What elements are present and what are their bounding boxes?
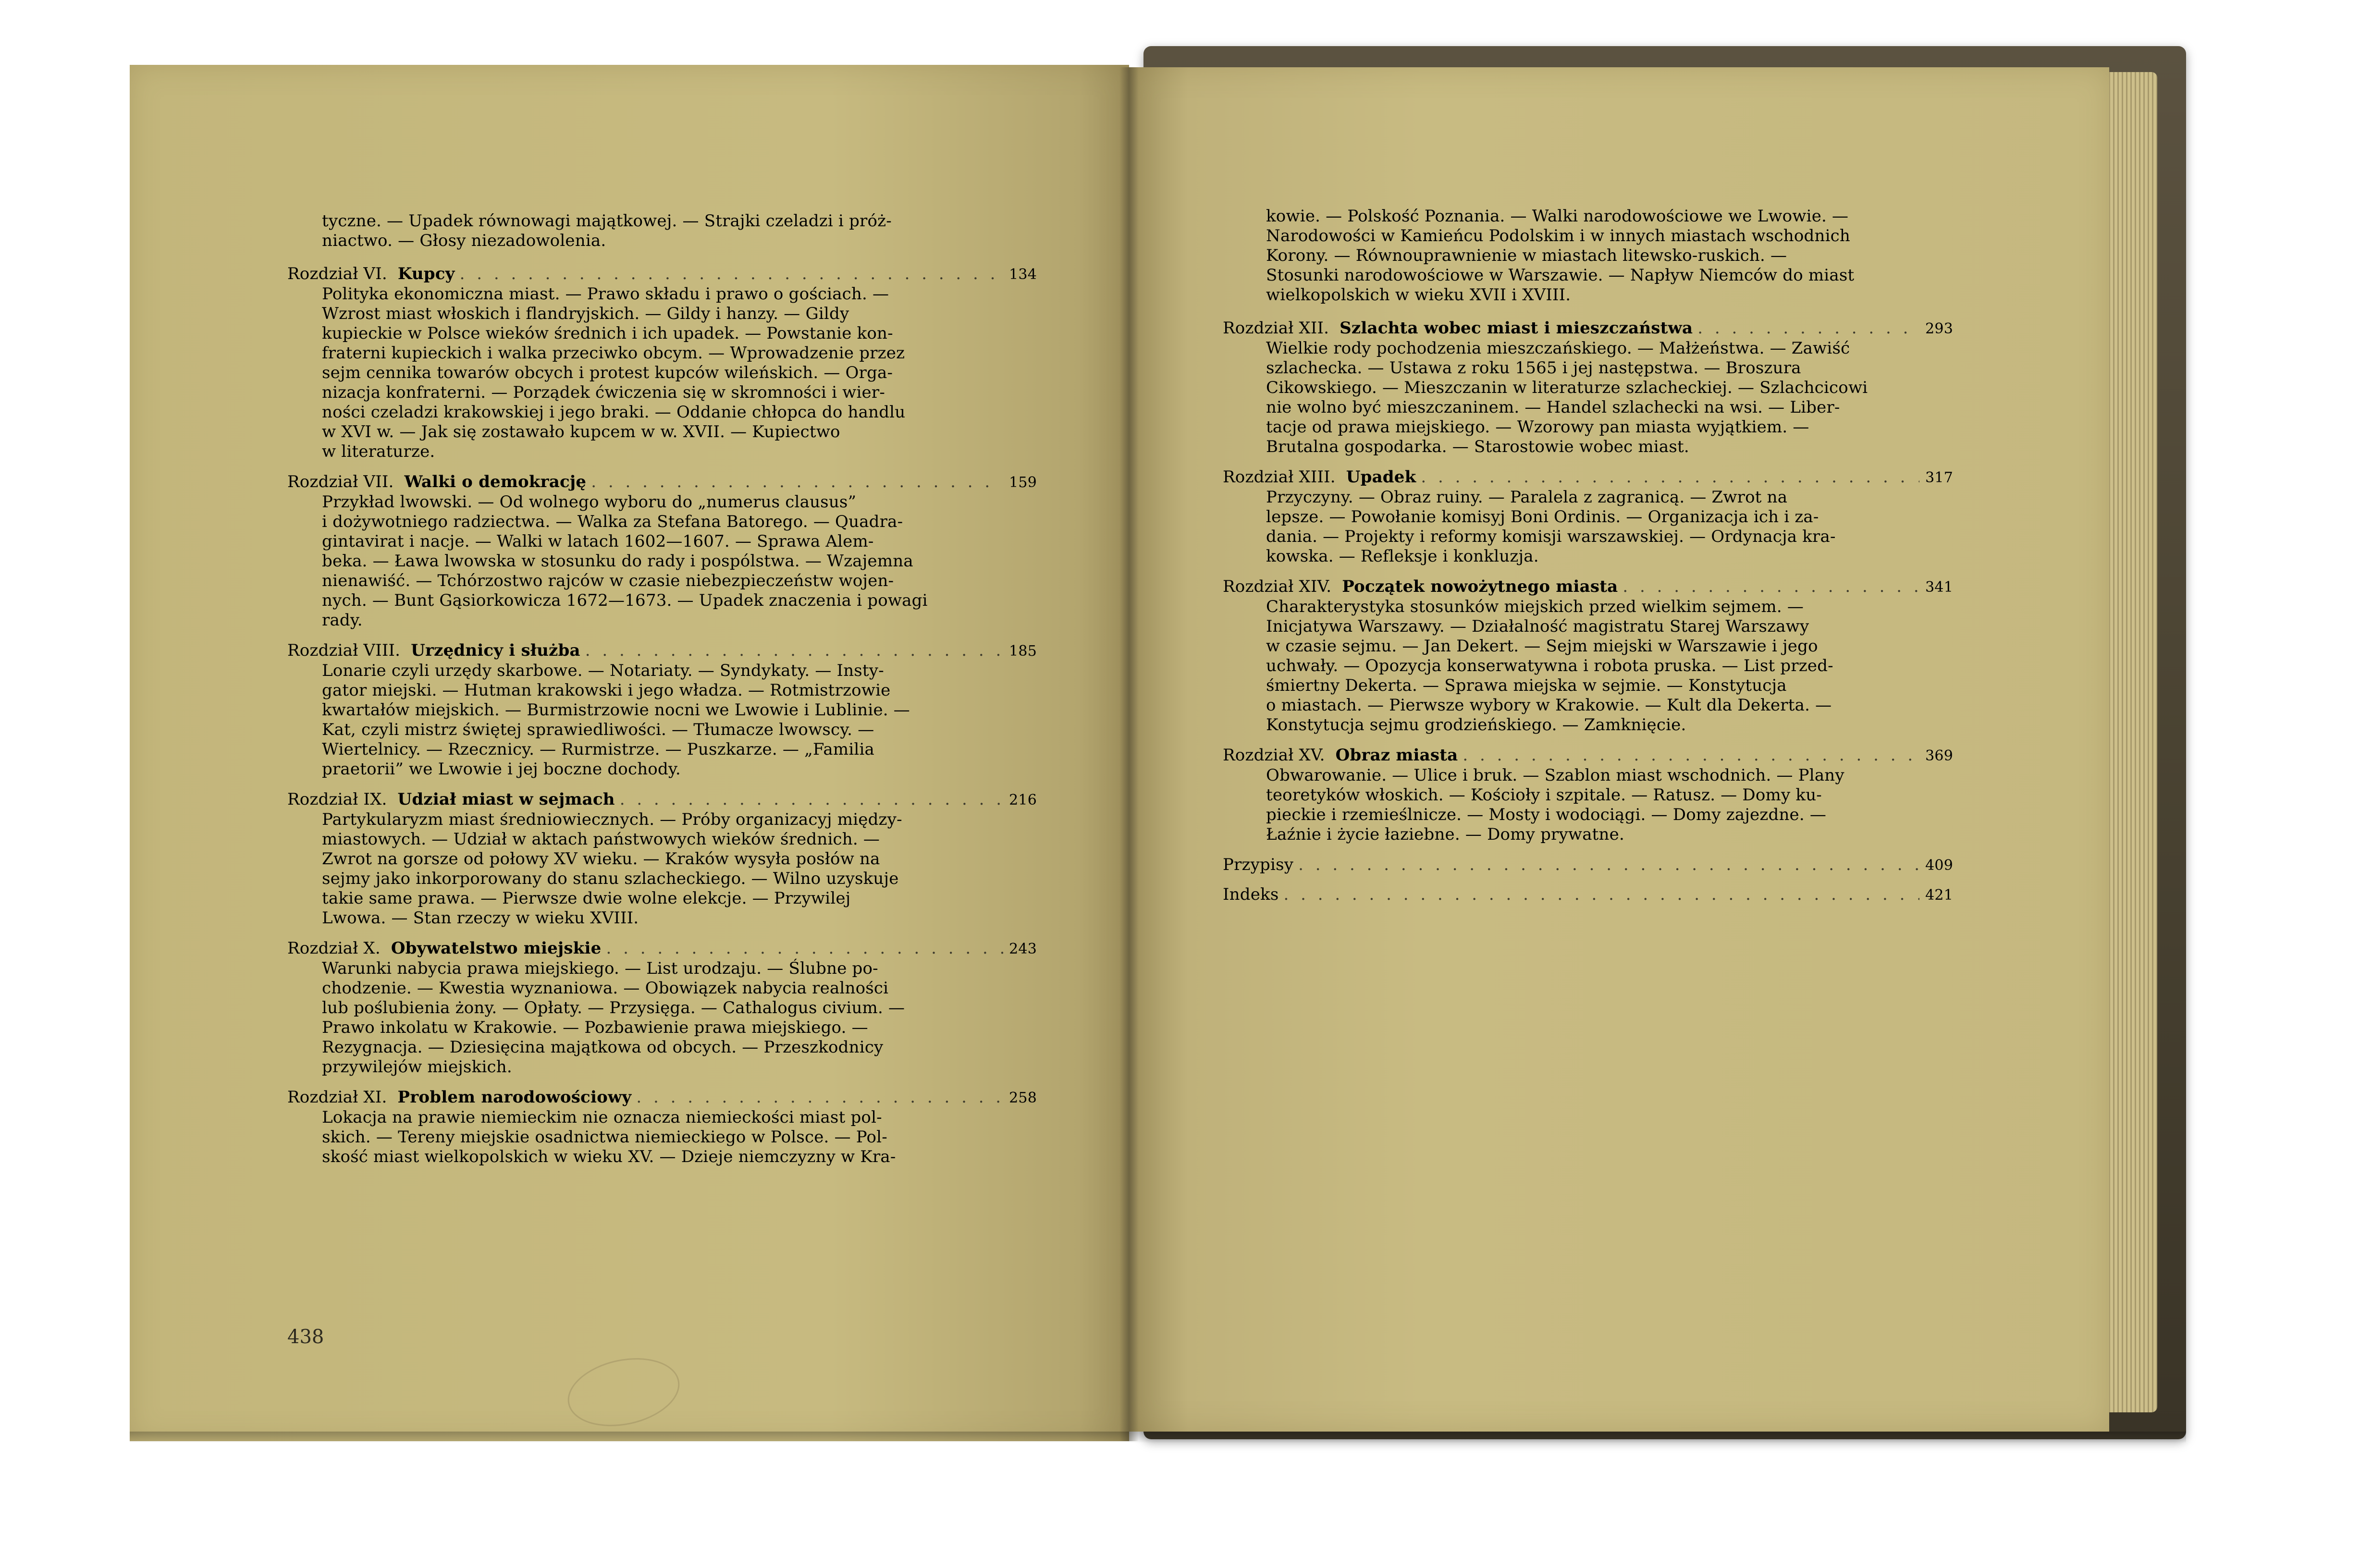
- toc-line: Partykularyzm miast średniowiecznych. — Próby organizacyj między-: [322, 810, 902, 829]
- dot-leader: [585, 641, 1003, 661]
- toc-line: Prawo inkolatu w Krakowie. — Pozbawienie prawa miejskiego. —: [322, 1018, 868, 1037]
- page-number: 243: [1009, 941, 1037, 957]
- toc-line: Łaźnie i życie łaziebne. — Domy prywatne.: [1266, 825, 1624, 844]
- dot-leader: [1298, 855, 1919, 875]
- chapter-summary: [287, 284, 1003, 462]
- toc-entry-rozdzial-ix: [287, 790, 1037, 928]
- toc-line: kupieckie w Polsce wieków średnich i ich upadek. — Powstanie kon-: [322, 324, 893, 343]
- chapter-title: Obywatelstwo miejskie: [391, 939, 602, 958]
- page-number: 293: [1925, 320, 1953, 337]
- toc-line: Warunki nabycia prawa miejskiego. — List urodzaju. — Ślubne po-: [322, 959, 878, 978]
- chapter-summary: [287, 1108, 1003, 1167]
- toc-line: beka. — Ława lwowska w stosunku do rady i pospólstwa. — Wzajemna: [322, 551, 913, 571]
- chapter-title: Szlachta wobec miast i mieszczaństwa: [1340, 318, 1693, 338]
- chapter-title: Walki o demokrację: [404, 472, 587, 491]
- toc-line: sejmy jako inkorporowany do stanu szlacheckiego. — Wilno uzyskuje: [322, 869, 899, 888]
- toc-line: nienawiść. — Tchórzostwo rajców w czasie niebezpieczeństw wojen-: [322, 571, 894, 590]
- toc-line: Korony. — Równouprawnienie w miastach litewsko-ruskich. —: [1266, 246, 1787, 265]
- toc-line: Lokacja na prawie niemieckim nie oznacza niemieckości miast pol-: [322, 1108, 882, 1127]
- toc-line: kowie. — Polskość Poznania. — Walki narodowościowe we Lwowie. —: [1266, 207, 1849, 226]
- chapter-number: Rozdział XI.: [287, 1088, 387, 1107]
- toc-entry-head: [287, 1088, 1037, 1108]
- dot-leader: [1463, 746, 1919, 765]
- toc-line: Przyczyny. — Obraz ruiny. — Paralela z zagranicą. — Zwrot na: [1266, 488, 1788, 507]
- toc-line: miastowych. — Udział w aktach państwowych wieków średnich. —: [322, 830, 880, 849]
- dot-leader: [1622, 577, 1919, 597]
- toc-line: Zwrot na gorsze od połowy XV wieku. — Kraków wysyła posłów na: [322, 849, 880, 869]
- toc-line: nych. — Bunt Gąsiorkowicza 1672—1673. — Upadek znaczenia i powagi: [322, 591, 928, 610]
- toc-entry-rozdzial-viii: [287, 641, 1037, 779]
- chapter-number: Rozdział XII.: [1223, 318, 1329, 338]
- chapter-number: Rozdział XV.: [1223, 746, 1325, 765]
- toc-entry-head: [287, 472, 1037, 492]
- page-folio: 438: [287, 1326, 324, 1348]
- chapter-title: Urzędnicy i służba: [411, 641, 580, 660]
- toc-entry-head: [287, 264, 1037, 284]
- chapter-number: Rozdział XIV.: [1223, 577, 1332, 596]
- toc-line: i dożywotniego radziectwa. — Walka za Stefana Batorego. — Quadra-: [322, 512, 903, 531]
- toc-line: wielkopolskich w wieku XVII i XVIII.: [1266, 285, 1571, 305]
- toc-entry-rozdzial-xi: [287, 1088, 1037, 1167]
- toc-entry-head: [1223, 746, 1953, 766]
- toc-line: lub poślubienia żony. — Opłaty. — Przysięga. — Cathalogus civium. —: [322, 998, 905, 1017]
- chapter-summary: [1223, 339, 1919, 457]
- toc-line: sejm cennika towarów obcych i protest kupców wileńskich. — Orga-: [322, 363, 893, 382]
- toc-line: skość miast wielkopolskich w wieku XV. — Dzieje niemczyzny w Kra-: [322, 1147, 896, 1166]
- toc-right: [1223, 207, 1953, 916]
- toc-line: tacje od prawa miejskiego. — Wzorowy pan miasta wyjątkiem. —: [1266, 417, 1809, 437]
- toc-line: Przykład lwowski. — Od wolnego wyboru do „numerus clausus”: [322, 492, 857, 512]
- toc-line: Narodowości w Kamieńcu Podolskim i w innych miastach wschodnich: [1266, 226, 1850, 245]
- toc-line: Lonarie czyli urzędy skarbowe. — Notariaty. — Syndykaty. — Insty-: [322, 661, 884, 680]
- toc-line: takie same prawa. — Pierwsze dwie wolne elekcje. — Przywilej: [322, 889, 851, 908]
- toc-entry-head: [287, 641, 1037, 661]
- toc-line: fraterni kupieckich i walka przeciwko obcym. — Wprowadzenie przez: [322, 343, 905, 363]
- toc-line: Wielkie rody pochodzenia mieszczańskiego. — Małżeństwa. — Zawiść: [1266, 339, 1850, 358]
- page-number: 409: [1925, 857, 1953, 874]
- toc-line: rady.: [322, 611, 363, 630]
- toc-line: Obwarowanie. — Ulice i bruk. — Szablon miast wschodnich. — Plany: [1266, 766, 1844, 785]
- toc-line: skich. — Tereny miejskie osadnictwa niemieckiego w Polsce. — Pol-: [322, 1127, 887, 1147]
- toc-line: gintavirat i nacje. — Walki w latach 1602—1607. — Sprawa Alem-: [322, 532, 874, 551]
- chapter-number: Rozdział IX.: [287, 790, 387, 809]
- toc-line: w XVI w. — Jak się zostawało kupcem w w. XVII. — Kupiectwo: [322, 422, 840, 441]
- dot-leader: [636, 1088, 1003, 1107]
- toc-line: Brutalna gospodarka. — Starostowie wobec miast.: [1266, 437, 1689, 456]
- page-number: 369: [1925, 747, 1953, 764]
- toc-line: lepsze. — Powołanie komisyj Boni Ordinis. — Organizacja ich i za-: [1266, 507, 1819, 527]
- toc-line: Konstytucja sejmu grodzieńskiego. — Zamknięcie.: [1266, 715, 1686, 735]
- chapter-summary: [287, 661, 1003, 779]
- dot-leader: [1697, 318, 1919, 338]
- page-number: 421: [1925, 887, 1953, 904]
- chapter-number: Rozdział X.: [287, 939, 381, 958]
- toc-entry-przypisy: [1223, 855, 1953, 875]
- chapter-number: Rozdział VI.: [287, 264, 387, 283]
- toc-entry-head: [287, 790, 1037, 810]
- toc-entry-head: [1223, 318, 1953, 339]
- dot-leader: [620, 790, 1003, 809]
- toc-line: Wzrost miast włoskich i flandryjskich. — Gildy i hanzy. — Gildy: [322, 304, 849, 323]
- page-number: 185: [1009, 643, 1037, 660]
- chapter-number: Rozdział XIII.: [1223, 467, 1336, 487]
- toc-line: Wiertelnicy. — Rzecznicy. — Rurmistrze. — Puszkarze. — „Familia: [322, 740, 875, 759]
- chapter-title: Upadek: [1346, 467, 1416, 487]
- appendix-title: Indeks: [1223, 885, 1279, 904]
- toc-line: dania. — Projekty i reformy komisji warszawskiej. — Ordynacja kra-: [1266, 527, 1836, 546]
- chapter-summary: [287, 810, 1003, 928]
- chapter-summary: [287, 959, 1003, 1077]
- toc-entry-rozdzial-vi: [287, 264, 1037, 462]
- chapter-summary: [1223, 597, 1919, 735]
- book-gutter: [1119, 67, 1139, 1441]
- chapter-summary: [1223, 488, 1919, 566]
- book-shadow: [130, 1432, 2186, 1443]
- toc-line: w literaturze.: [322, 442, 435, 461]
- toc-entry-head: [1223, 577, 1953, 597]
- toc-line: niactwo. — Głosy niezadowolenia.: [322, 231, 606, 250]
- chapter-number: Rozdział VIII.: [287, 641, 401, 660]
- page-number: 317: [1925, 469, 1953, 486]
- toc-entry-rozdzial-xv: [1223, 746, 1953, 845]
- toc-line: nie wolno być mieszczaninem. — Handel szlachecki na wsi. — Liber-: [1266, 398, 1840, 417]
- dot-leader: [1283, 885, 1919, 905]
- toc-line: Lwowa. — Stan rzeczy w wieku XVIII.: [322, 908, 639, 928]
- page-number: 134: [1009, 266, 1037, 283]
- toc-entry-head: [1223, 467, 1953, 488]
- dot-leader: [460, 264, 1003, 284]
- toc-entry-rozdzial-vii: [287, 472, 1037, 630]
- toc-entry-head: [287, 939, 1037, 959]
- chapter-summary: [287, 492, 1003, 630]
- toc-line: przywilejów miejskich.: [322, 1057, 512, 1077]
- toc-continuation: [287, 211, 1003, 251]
- toc-line: praetorii” we Lwowie i jej boczne dochody.: [322, 760, 681, 779]
- page-number: 341: [1925, 579, 1953, 596]
- toc-line: Stosunki narodowościowe w Warszawie. — Napływ Niemców do miast: [1266, 266, 1855, 285]
- appendix-title: Przypisy: [1223, 855, 1294, 874]
- toc-line: Kat, czyli mistrz świętej sprawiedliwości. — Tłumacze lwowscy. —: [322, 720, 874, 739]
- toc-line: ności czeladzi krakowskiej i jego braki. — Oddanie chłopca do handlu: [322, 403, 906, 422]
- chapter-title: Obraz miasta: [1335, 746, 1458, 765]
- toc-line: Polityka ekonomiczna miast. — Prawo składu i prawo o gościach. —: [322, 284, 889, 304]
- chapter-title: Udział miast w sejmach: [397, 790, 615, 809]
- toc-line: Rezygnacja. — Dziesięcina majątkowa od obcych. — Przeszkodnicy: [322, 1038, 884, 1057]
- toc-line: nizacja konfraterni. — Porządek ćwiczenia się w skromności i wier-: [322, 383, 885, 402]
- toc-entry-head: [1223, 885, 1953, 905]
- toc-line: chodzenie. — Kwestia wyznaniowa. — Obowiązek nabycia realności: [322, 979, 889, 998]
- toc-line: Cikowskiego. — Mieszczanin w literaturze szlacheckiej. — Szlachcicowi: [1266, 378, 1868, 397]
- dot-leader: [591, 472, 1003, 492]
- toc-entry-rozdzial-x: [287, 939, 1037, 1077]
- toc-left: [287, 211, 1037, 1177]
- page-number: 216: [1009, 792, 1037, 808]
- page-number: 258: [1009, 1090, 1037, 1106]
- toc-line: uchwały. — Opozycja konserwatywna i robota pruska. — List przed-: [1266, 656, 1833, 675]
- toc-line: gator miejski. — Hutman krakowski i jego władza. — Rotmistrzowie: [322, 681, 891, 700]
- chapter-summary: [1223, 766, 1919, 845]
- toc-line: szlachecka. — Ustawa z roku 1565 i jej następstwa. — Broszura: [1266, 358, 1801, 378]
- toc-entry-rozdzial-xiv: [1223, 577, 1953, 735]
- toc-line: w czasie sejmu. — Jan Dekert. — Sejm miejski w Warszawie i jego: [1266, 637, 1818, 656]
- toc-line: tyczne. — Upadek równowagi majątkowej. — Strajki czeladzi i próż-: [322, 211, 892, 231]
- dot-leader: [1421, 467, 1919, 487]
- chapter-title: Problem narodowościowy: [397, 1088, 632, 1107]
- toc-entry-head: [1223, 855, 1953, 875]
- toc-continuation: [1223, 207, 1919, 305]
- chapter-title: Początek nowożytnego miasta: [1342, 577, 1618, 596]
- toc-line: o miastach. — Pierwsze wybory w Krakowie. — Kult dla Dekerta. —: [1266, 696, 1832, 715]
- page-number: 159: [1009, 474, 1037, 491]
- toc-line: śmiertny Dekerta. — Sprawa miejska w sejmie. — Konstytucja: [1266, 676, 1787, 695]
- chapter-number: Rozdział VII.: [287, 472, 394, 491]
- chapter-title: Kupcy: [397, 264, 455, 283]
- toc-line: kowska. — Refleksje i konkluzja.: [1266, 547, 1539, 566]
- dot-leader: [606, 939, 1003, 958]
- toc-line: teoretyków włoskich. — Kościoły i szpitale. — Ratusz. — Domy ku-: [1266, 785, 1822, 805]
- toc-line: Charakterystyka stosunków miejskich przed wielkim sejmem. —: [1266, 597, 1804, 616]
- toc-entry-rozdzial-xii: [1223, 318, 1953, 457]
- toc-line: kwartałów miejskich. — Burmistrzowie nocni we Lwowie i Lublinie. —: [322, 700, 910, 720]
- toc-line: Inicjatywa Warszawy. — Działalność magistratu Starej Warszawy: [1266, 617, 1809, 636]
- toc-entry-rozdzial-xiii: [1223, 467, 1953, 566]
- toc-entry-indeks: [1223, 885, 1953, 905]
- toc-line: pieckie i rzemieślnicze. — Mosty i wodociągi. — Domy zajezdne. —: [1266, 805, 1827, 824]
